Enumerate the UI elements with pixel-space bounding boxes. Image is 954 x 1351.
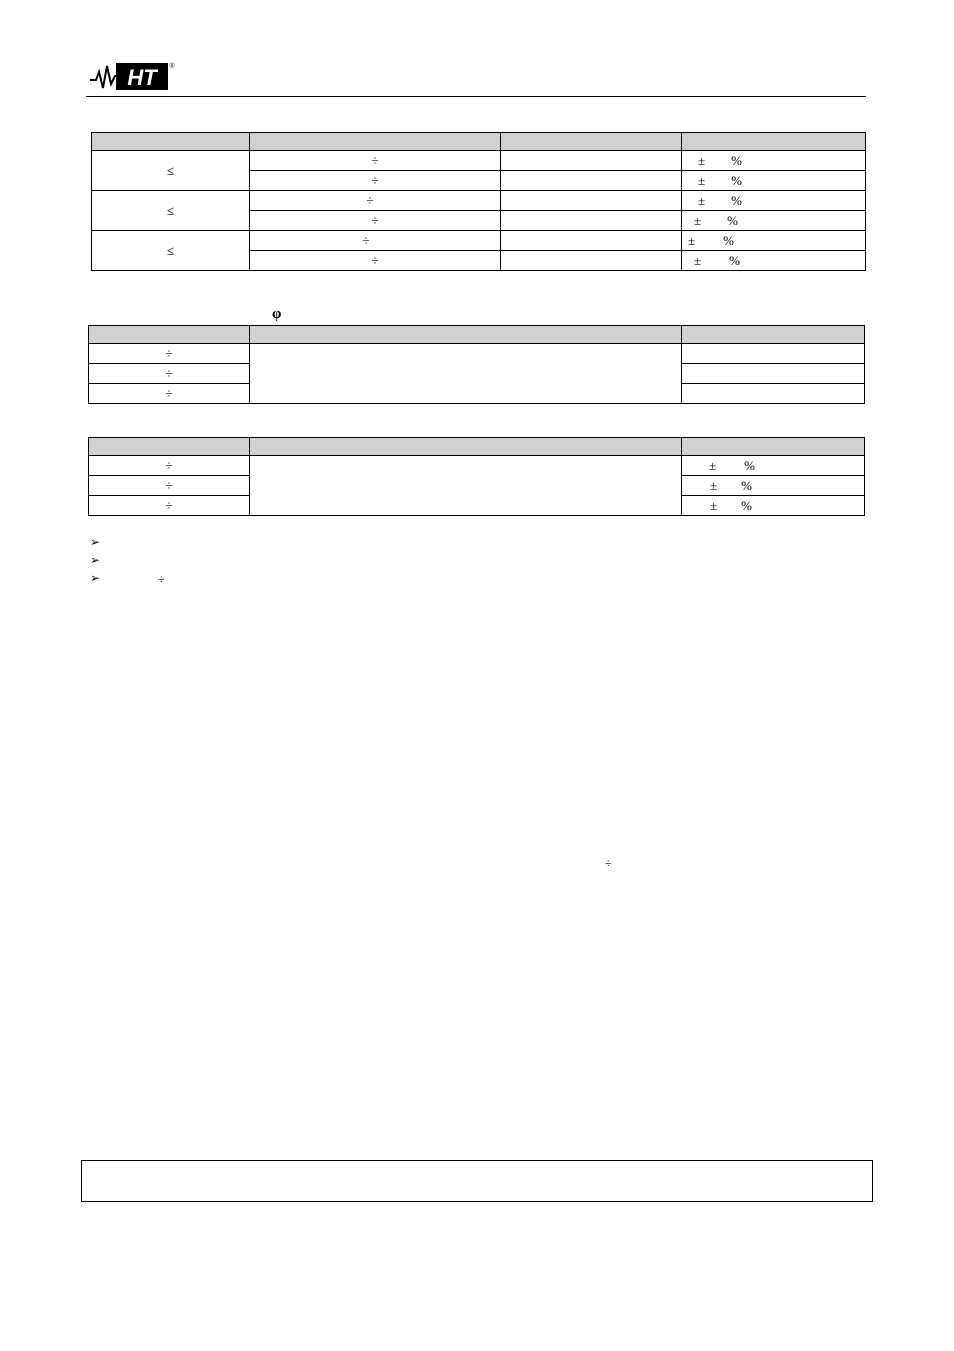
accuracy-cell (682, 251, 866, 271)
note-bullet-icon: ➢ (90, 535, 101, 549)
pm-symbol: ± (694, 213, 702, 228)
table-row (92, 151, 866, 171)
resolution-cell (250, 344, 682, 404)
div-symbol: ÷ (371, 153, 379, 168)
table-row (92, 191, 866, 211)
percent-symbol: % (741, 478, 752, 493)
accuracy-cell (682, 476, 865, 496)
div-symbol: ÷ (371, 253, 379, 268)
table-header-row (92, 133, 866, 151)
div-symbol: ÷ (165, 478, 173, 493)
div-symbol: ÷ (165, 458, 173, 473)
accuracy-cell (682, 151, 866, 171)
div-symbol: ÷ (366, 193, 374, 208)
div-symbol: ÷ (371, 213, 379, 228)
header-cell (250, 438, 682, 456)
header-cell (92, 133, 250, 151)
header-cell (682, 438, 865, 456)
pm-symbol: ± (709, 458, 717, 473)
div-symbol: ÷ (362, 233, 370, 248)
range-cell (250, 151, 501, 171)
div-symbol: ÷ (165, 346, 173, 361)
header-cell (501, 133, 682, 151)
pm-symbol: ± (688, 233, 696, 248)
range-cell (250, 171, 501, 191)
resolution-cell (501, 251, 682, 271)
group-cell (92, 191, 250, 231)
resolution-cell (501, 211, 682, 231)
accuracy-table-1 (91, 132, 866, 271)
header-rule (86, 96, 866, 97)
range-cell (250, 191, 501, 211)
table-row (89, 344, 865, 364)
le-symbol: ≤ (166, 163, 175, 178)
table-row (92, 231, 866, 251)
percent-symbol: % (741, 498, 752, 513)
div-symbol: ÷ (165, 498, 173, 513)
header-cell (682, 326, 865, 344)
accuracy-cell (682, 231, 866, 251)
group-cell (92, 231, 250, 271)
header-cell (682, 133, 866, 151)
group-cell (92, 151, 250, 191)
pm-symbol: ± (710, 478, 718, 493)
resolution-cell (250, 456, 682, 516)
pm-symbol: ± (698, 193, 706, 208)
pm-symbol: ± (694, 253, 702, 268)
percent-symbol: % (729, 253, 740, 268)
table-header-row (89, 326, 865, 344)
header-cell (250, 326, 682, 344)
div-symbol: ÷ (371, 173, 379, 188)
range-cell (89, 364, 250, 384)
range-cell (250, 251, 501, 271)
resolution-cell (501, 191, 682, 211)
accuracy-table-2 (88, 325, 865, 404)
body-div-symbol: ÷ (605, 856, 612, 870)
phi-symbol: φ (272, 306, 282, 322)
header-cell (89, 438, 250, 456)
resolution-cell (501, 151, 682, 171)
accuracy-cell (682, 191, 866, 211)
accuracy-cell (682, 344, 865, 364)
header-cell (89, 326, 250, 344)
percent-symbol: % (723, 233, 734, 248)
range-cell (89, 476, 250, 496)
range-cell (89, 344, 250, 364)
accuracy-cell (682, 211, 866, 231)
note-div-symbol: ÷ (158, 572, 165, 586)
percent-symbol: % (744, 458, 755, 473)
range-cell (89, 456, 250, 476)
footer-box (81, 1160, 873, 1202)
range-cell (250, 231, 501, 251)
le-symbol: ≤ (166, 243, 175, 258)
accuracy-table-3 (88, 437, 865, 516)
table-header-row (89, 438, 865, 456)
accuracy-cell (682, 364, 865, 384)
pm-symbol: ± (698, 173, 706, 188)
table-row (89, 456, 865, 476)
accuracy-cell (682, 456, 865, 476)
resolution-cell (501, 231, 682, 251)
percent-symbol: % (727, 213, 738, 228)
accuracy-cell (682, 496, 865, 516)
accuracy-cell (682, 384, 865, 404)
logo-text: HT (127, 65, 157, 90)
ht-logo (90, 60, 176, 92)
header-cell (250, 133, 501, 151)
div-symbol: ÷ (165, 366, 173, 381)
pm-symbol: ± (698, 153, 706, 168)
note-bullet-icon: ➢ (90, 571, 101, 585)
le-symbol: ≤ (166, 203, 175, 218)
range-cell (250, 211, 501, 231)
percent-symbol: % (731, 173, 742, 188)
percent-symbol: % (731, 153, 742, 168)
range-cell (89, 384, 250, 404)
note-bullet-icon: ➢ (90, 553, 101, 567)
accuracy-cell (682, 171, 866, 191)
div-symbol: ÷ (165, 386, 173, 401)
resolution-cell (501, 171, 682, 191)
pm-symbol: ± (710, 498, 718, 513)
range-cell (89, 496, 250, 516)
logo-registered-mark: ® (169, 63, 175, 70)
percent-symbol: % (731, 193, 742, 208)
